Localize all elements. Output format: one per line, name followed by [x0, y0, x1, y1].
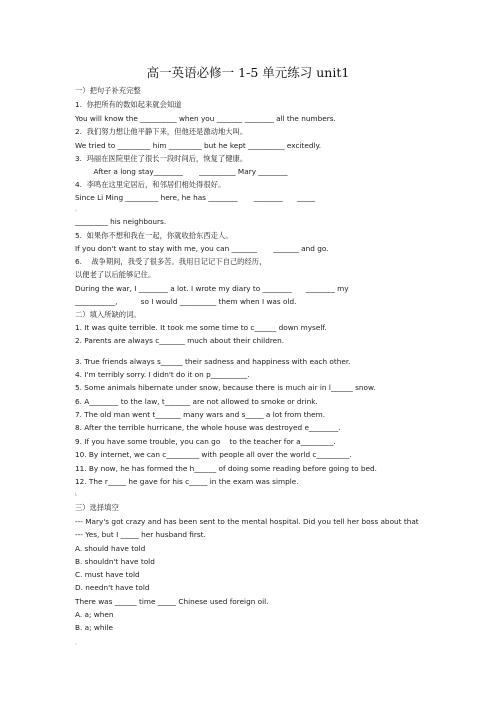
q4-english: Since Li Ming _________ here, he has ________ ________ _____ [75, 193, 316, 202]
fill-5: 5. Some animals hibernate under snow, because there is much air in l______ snow. [75, 383, 376, 392]
mc2-question: There was ______ time _____ Chinese used foreign oil. [75, 597, 269, 606]
fill-11: 11. By now, he has formed the h______ of doing some reading before going to bed. [75, 464, 377, 473]
fill-3: 3. True friends always s______ their sadness and happiness with each other. [75, 357, 351, 366]
q1-english: You will know the __________ when you _______ ________ all the numbers. [75, 114, 336, 123]
mc1-option-b: B. shouldn't have told [75, 557, 155, 566]
q2-chinese: 2. 我们努力想让他平静下来，但他还是激动地大叫。 [75, 127, 248, 136]
fill-12: 12. The r_____ he gave for his c_____ in the exam was simple. [75, 477, 299, 486]
q6-chinese-cont: 以便老了以后能够记住。 [75, 270, 156, 279]
fill-6: 6. A________ to the law, t_______ are not allowed to smoke or drink. [75, 397, 318, 406]
q6-english: During the war, I ________ a lot. I wrote my diary to ________ ________ my [75, 284, 349, 293]
mc1-option-c: C. must have told [75, 570, 140, 579]
q2-english: We tried to _________ him _________ but he kept __________ excitedly. [75, 141, 322, 150]
fill-8: 8. After the terrible hurricane, the whole house was destroyed e________. [75, 423, 341, 432]
q5-english: If you don't want to stay with me, you can _______ _______ and go. [75, 244, 329, 253]
mc1-dialogue-1: --- Mary's got crazy and has been sent to the mental hospital. Did you tell her boss about that [75, 517, 419, 526]
fill-2: 2. Parents are always c_______ much about their children. [75, 336, 285, 345]
fill-10: 10. By internet, we can c_________ with people all over the world c_________. [75, 450, 352, 459]
mc1-option-d: D. needn't have told [75, 583, 150, 592]
mc2-option-b: B. a; while [75, 623, 114, 632]
mc1-dialogue-2: --- Yes, but I _____ her husband first. [75, 530, 206, 539]
q5-chinese: 5. 如果你不想和我在一起，你就收拾东西走人。 [75, 231, 233, 240]
q6-english-cont: ___________, so I would __________ them when I was old. [75, 297, 297, 306]
page-title: 高一英语必修一 1-5 单元练习 unit1 [146, 65, 350, 80]
mc2-option-a: A. a; when [75, 610, 114, 619]
q4-chinese: 4. 李鸣在这里定居后，和邻居们相处得很好。 [75, 180, 226, 189]
q3-english: After a long stay________ __________ Mary ________ [75, 167, 288, 176]
stray-mark: ι [75, 491, 78, 498]
q4-english-cont: _________ his neighbours. [75, 217, 167, 226]
section-1-heading: 一）把句子补充完整 [75, 86, 141, 95]
section-3-heading: 三）选择填空 [75, 503, 119, 512]
q1-chinese: 1. 你把所有的数如起来就会知道 [75, 100, 182, 109]
fill-9: 9. If you have some trouble, you can go to the teacher for a_________. [75, 437, 336, 446]
section-2-heading: 二）填入所缺的词。 [75, 310, 141, 319]
stray-mark: 、 [75, 639, 82, 646]
fill-7: 7. The old man went t_______ many wars and s_____ a lot from them. [75, 410, 326, 419]
mc1-option-a: A. should have told [75, 544, 146, 553]
fill-4: 4. I'm terribly sorry. I didn't do it on p__________. [75, 370, 250, 379]
q6-chinese: 6. 战争期间，我受了很多苦。我用日记记下自己的经历， [75, 257, 267, 266]
stray-mark: 。 [75, 206, 82, 213]
q3-chinese: 3. 玛丽在医院里住了很长一段时间后，恢复了健康。 [75, 154, 248, 163]
fill-1: 1. It was quite terrible. It took me some time to c______ down myself. [75, 323, 327, 332]
